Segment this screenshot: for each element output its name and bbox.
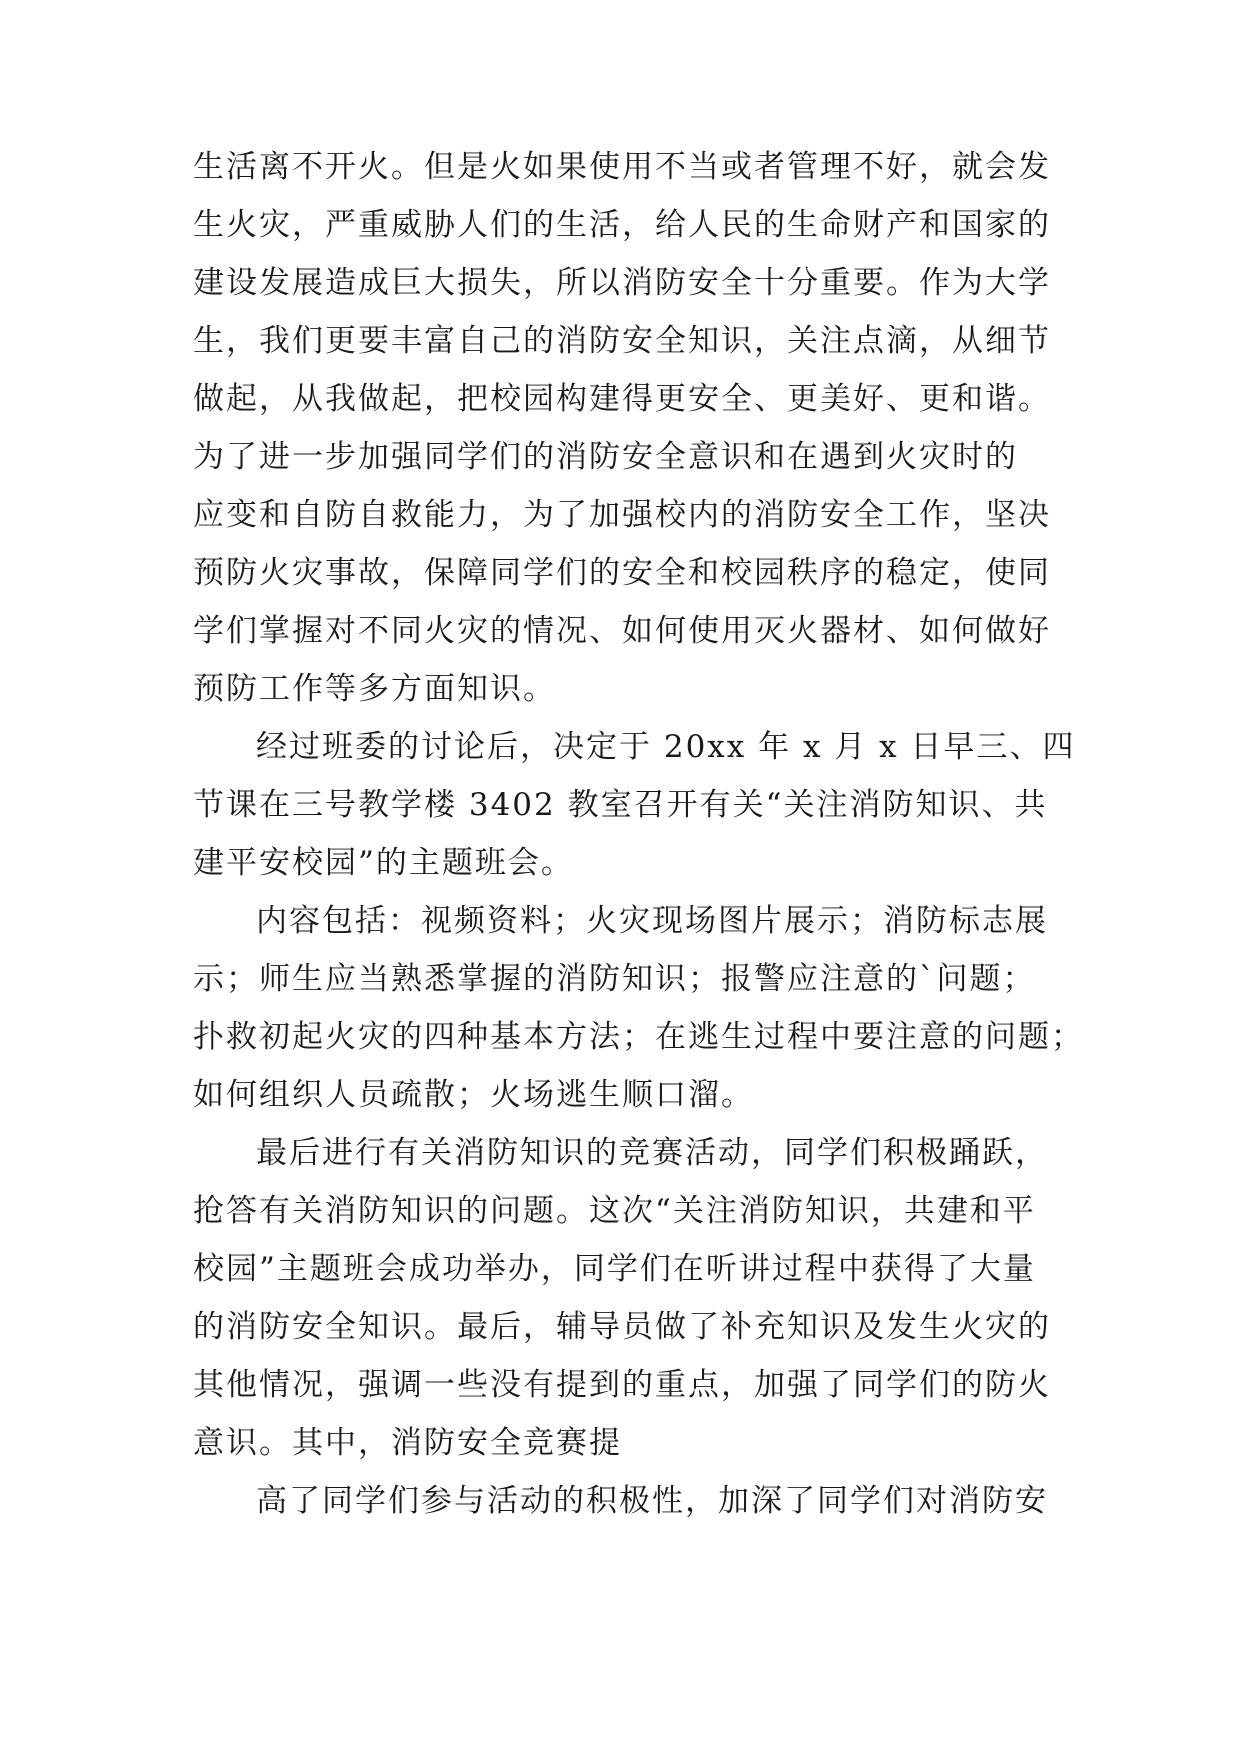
text-line: 建平安校园”的主题班会。 xyxy=(193,845,574,881)
text-line: 生火灾，严重威胁人们的生活，给人民的生命财产和国家的 xyxy=(193,207,1051,243)
text-line: 为了进一步加强同学们的消防安全意识和在遇到火灾时的 xyxy=(193,439,1018,475)
text-line: 校园”主题班会成功举办，同学们在听讲过程中获得了大量 xyxy=(193,1251,1036,1287)
text-line: 高了同学们参与活动的积极性，加深了同学们对消防安 xyxy=(256,1483,1048,1519)
text-line: 意识。其中，消防安全竞赛提 xyxy=(193,1425,622,1461)
text-line: 生活离不开火。但是火如果使用不当或者管理不好，就会发 xyxy=(193,149,1051,185)
text-line: 如何组织人员疏散；火场逃生顺口溜。 xyxy=(193,1077,754,1113)
text-line: 节课在三号教学楼 3402 教室召开有关“关注消防知识、共 xyxy=(193,787,1048,823)
text-line: 内容包括：视频资料；火灾现场图片展示；消防标志展 xyxy=(256,903,1048,939)
text-line: 预防火灾事故，保障同学们的安全和校园秩序的稳定，使同 xyxy=(193,555,1051,591)
text-line: 做起，从我做起，把校园构建得更安全、更美好、更和谐。 xyxy=(193,381,1051,417)
text-line: 生，我们更要丰富自己的消防安全知识，关注点滴，从细节 xyxy=(193,323,1051,359)
text-line: 应变和自防自救能力，为了加强校内的消防安全工作，坚决 xyxy=(193,497,1051,533)
text-line: 扑救初起火灾的四种基本方法；在逃生过程中要注意的问题； xyxy=(193,1019,1084,1055)
text-line: 学们掌握对不同火灾的情况、如何使用灭火器材、如何做好 xyxy=(193,613,1051,649)
text-line: 示；师生应当熟悉掌握的消防知识；报警应注意的`问题； xyxy=(193,961,1036,997)
text-line: 建设发展造成巨大损失，所以消防安全十分重要。作为大学 xyxy=(193,265,1051,301)
text-line: 经过班委的讨论后，决定于 20xx 年 x 月 x 日早三、四 xyxy=(256,729,1076,765)
text-line: 其他情况，强调一些没有提到的重点，加强了同学们的防火 xyxy=(193,1367,1051,1403)
text-line: 预防工作等多方面知识。 xyxy=(193,671,556,707)
text-line: 的消防安全知识。最后，辅导员做了补充知识及发生火灾的 xyxy=(193,1309,1051,1345)
text-line: 抢答有关消防知识的问题。这次“关注消防知识，共建和平 xyxy=(193,1193,1036,1229)
text-line: 最后进行有关消防知识的竞赛活动，同学们积极踊跃， xyxy=(256,1135,1048,1171)
